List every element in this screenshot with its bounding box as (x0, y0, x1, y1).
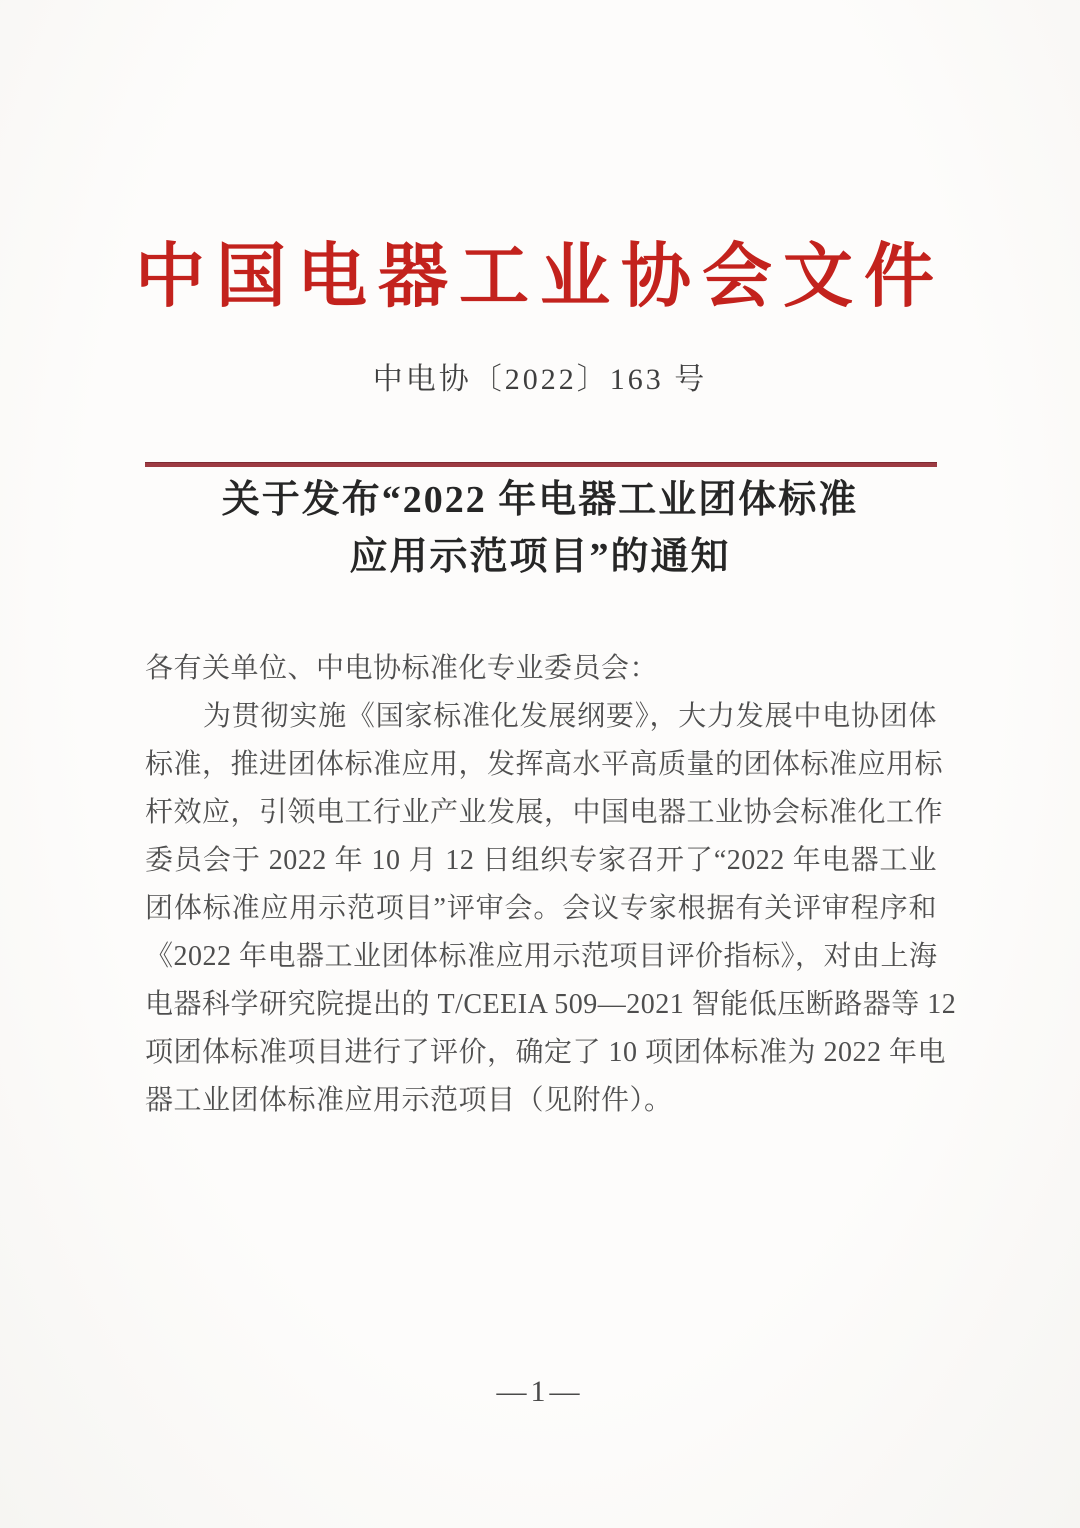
red-divider-rule (145, 462, 937, 467)
document-number: 中电协〔2022〕163 号 (372, 363, 708, 396)
document-title (0, 472, 1080, 586)
body-line: 团体标准应用示范项目”评审会。会议专家根据有关评审程序和 (145, 893, 937, 924)
body-line: 《2022 年电器工业团体标准应用示范项目评价指标》，对由上海 (145, 941, 938, 972)
body-line: 委员会于 2022 年 10 月 12 日组织专家召开了“2022 年电器工业 (145, 845, 937, 876)
document-title-line-2: 应用示范项目”的通知 (349, 536, 731, 578)
body-line: 电器科学研究院提出的 T/CEEIA 509—2021 智能低压断路器等 12 (145, 989, 957, 1020)
body-line: 项团体标准项目进行了评价，确定了 10 项团体标准为 2022 年电 (145, 1037, 947, 1068)
organization-title: 中国电器工业协会文件 (135, 239, 945, 316)
body-line: 杆效应，引领电工行业产业发展，中国电器工业协会标准化工作 (145, 797, 944, 828)
body-line: 各有关单位、中电协标准化专业委员会： (145, 653, 659, 684)
page-number: —1— (496, 1375, 584, 1408)
document-title-line-1: 关于发布“2022 年电器工业团体标准 (221, 479, 859, 521)
body-line: 为贯彻实施《国家标准化发展纲要》，大力发展中电协团体 (203, 701, 937, 732)
body-line: 器工业团体标准应用示范项目（见附件）。 (145, 1085, 673, 1116)
document-body (145, 645, 957, 1125)
body-line: 标准，推进团体标准应用，发挥高水平高质量的团体标准应用标 (145, 749, 944, 780)
